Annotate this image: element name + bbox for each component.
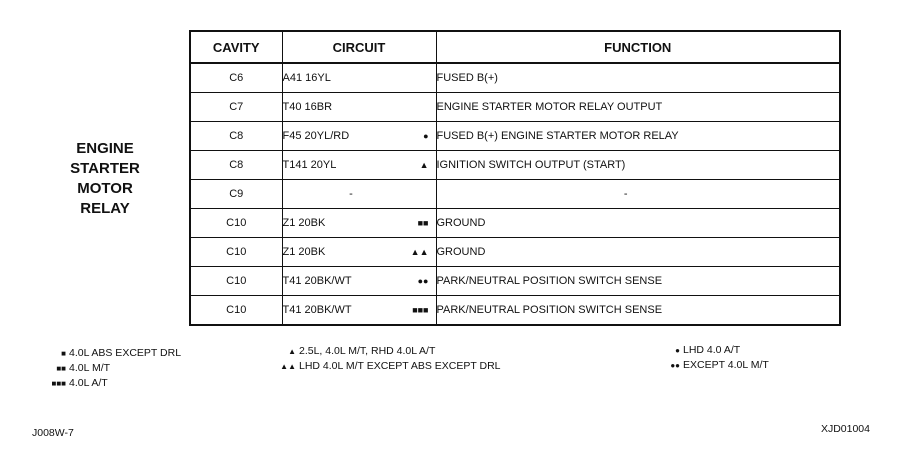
cavity-table bbox=[189, 30, 841, 326]
header-cavity: CAVITY bbox=[190, 31, 282, 63]
table-header-row bbox=[190, 31, 840, 63]
circuit-cell bbox=[282, 122, 436, 151]
function-text: - bbox=[623, 188, 628, 200]
cavity-cell: C10 bbox=[190, 238, 282, 267]
legend-item bbox=[42, 376, 181, 391]
circuit-code: T40 16BR bbox=[282, 101, 333, 113]
header-function: FUNCTION bbox=[436, 31, 840, 63]
function-cell: IGNITION SWITCH OUTPUT (START) bbox=[436, 151, 840, 180]
legend-item bbox=[42, 361, 181, 376]
table-row bbox=[190, 122, 840, 151]
table-row bbox=[190, 267, 840, 296]
triangle-marker-icon: ▲▲ bbox=[280, 362, 296, 371]
table-row bbox=[190, 93, 840, 122]
cavity-cell: C8 bbox=[190, 151, 282, 180]
table-row bbox=[190, 151, 840, 180]
legend-item bbox=[280, 344, 501, 359]
triangle-marker-icon: ▲ bbox=[288, 347, 296, 356]
triangle-marker-icon: ▲▲ bbox=[410, 247, 429, 257]
connector-title-line-4: RELAY bbox=[80, 200, 130, 217]
cavity-cell: C8 bbox=[190, 122, 282, 151]
legend-circles bbox=[660, 343, 769, 373]
legend-item bbox=[660, 343, 769, 358]
circuit-cell bbox=[282, 238, 436, 267]
legend-text: 4.0L A/T bbox=[69, 377, 108, 389]
legend-text: 4.0L ABS EXCEPT DRL bbox=[69, 347, 182, 359]
figure-code-left: J008W-7 bbox=[32, 427, 74, 439]
table-row bbox=[190, 180, 840, 209]
legend-text: 2.5L, 4.0L M/T, RHD 4.0L A/T bbox=[299, 345, 436, 357]
connector-title-line-3: MOTOR bbox=[77, 180, 133, 197]
table-row bbox=[190, 296, 840, 326]
square-marker-icon: ■■■ bbox=[412, 305, 429, 315]
circle-marker-icon: ●● bbox=[670, 361, 680, 370]
circuit-code: Z1 20BK bbox=[282, 217, 326, 229]
circle-marker-icon: ●● bbox=[417, 276, 429, 286]
triangle-marker-icon: ▲ bbox=[419, 160, 429, 170]
legend-text: LHD 4.0L M/T EXCEPT ABS EXCEPT DRL bbox=[299, 360, 501, 372]
square-marker-icon: ■■ bbox=[417, 218, 429, 228]
connector-title-line-2: STARTER bbox=[70, 160, 140, 177]
cavity-cell: C7 bbox=[190, 93, 282, 122]
connector-title-line-1: ENGINE bbox=[76, 140, 134, 157]
circuit-code: Z1 20BK bbox=[282, 246, 326, 258]
circuit-cell bbox=[282, 180, 436, 209]
circuit-code: A41 16YL bbox=[282, 72, 331, 84]
circle-marker-icon: ● bbox=[675, 346, 680, 355]
cavity-cell: C10 bbox=[190, 296, 282, 326]
connector-title bbox=[40, 139, 170, 219]
circuit-cell bbox=[282, 296, 436, 326]
cavity-cell: C6 bbox=[190, 63, 282, 93]
function-cell: GROUND bbox=[436, 238, 840, 267]
square-marker-icon: ■■ bbox=[56, 364, 66, 373]
legend-triangles bbox=[280, 344, 501, 374]
legend-item bbox=[280, 359, 501, 374]
cavity-cell: C10 bbox=[190, 267, 282, 296]
circuit-cell bbox=[282, 63, 436, 93]
function-cell: FUSED B(+) ENGINE STARTER MOTOR RELAY bbox=[436, 122, 840, 151]
function-cell: PARK/NEUTRAL POSITION SWITCH SENSE bbox=[436, 267, 840, 296]
circuit-cell bbox=[282, 93, 436, 122]
function-cell: ENGINE STARTER MOTOR RELAY OUTPUT bbox=[436, 93, 840, 122]
legend-text: EXCEPT 4.0L M/T bbox=[683, 359, 769, 371]
legend-text: 4.0L M/T bbox=[69, 362, 111, 374]
function-cell: GROUND bbox=[436, 209, 840, 238]
function-cell: FUSED B(+) bbox=[436, 63, 840, 93]
legend-item bbox=[660, 358, 769, 373]
legend-squares bbox=[42, 346, 181, 391]
legend-text: LHD 4.0 A/T bbox=[683, 344, 741, 356]
table-row bbox=[190, 209, 840, 238]
circuit-code: F45 20YL/RD bbox=[282, 130, 350, 142]
function-cell bbox=[436, 180, 840, 209]
circle-marker-icon: ● bbox=[423, 131, 429, 141]
cavity-cell: C10 bbox=[190, 209, 282, 238]
table-row bbox=[190, 63, 840, 93]
circuit-cell bbox=[282, 209, 436, 238]
square-marker-icon: ■ bbox=[61, 349, 66, 358]
circuit-cell bbox=[282, 267, 436, 296]
legend-item bbox=[42, 346, 181, 361]
circuit-cell bbox=[282, 151, 436, 180]
function-cell: PARK/NEUTRAL POSITION SWITCH SENSE bbox=[436, 296, 840, 326]
circuit-code: - bbox=[349, 188, 353, 200]
circuit-code: T41 20BK/WT bbox=[282, 275, 352, 287]
cavity-cell: C9 bbox=[190, 180, 282, 209]
circuit-code: T41 20BK/WT bbox=[282, 304, 352, 316]
circuit-code: T141 20YL bbox=[282, 159, 337, 171]
table-row bbox=[190, 238, 840, 267]
square-marker-icon: ■■■ bbox=[51, 379, 66, 388]
figure-code-right: XJD01004 bbox=[820, 423, 870, 435]
header-circuit: CIRCUIT bbox=[282, 31, 436, 63]
